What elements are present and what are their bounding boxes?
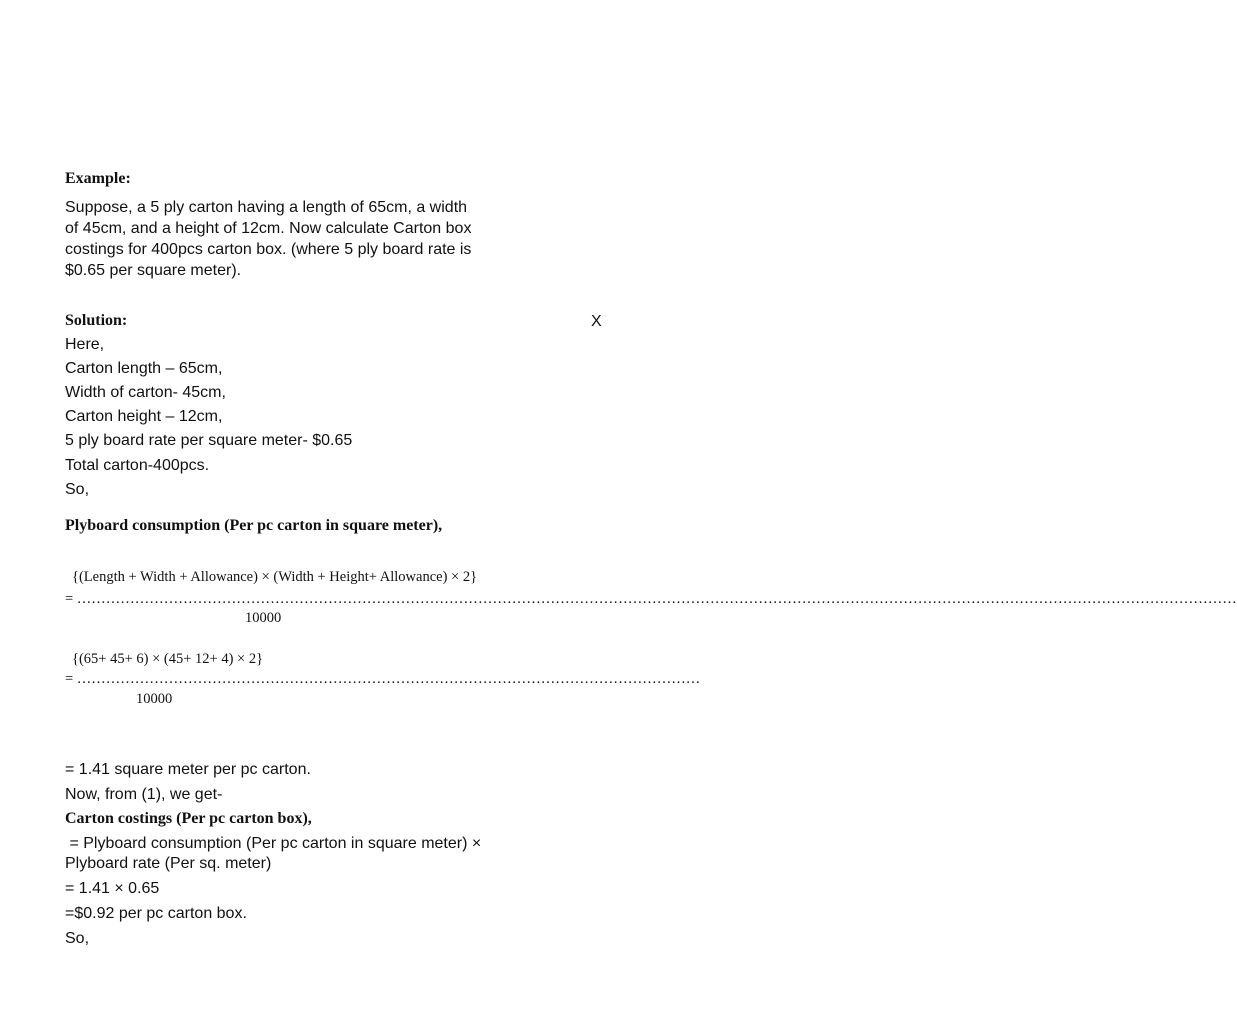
example-line-1: Suppose, a 5 ply carton having a length of 65cm, a width — [65, 199, 468, 216]
values-formula-denominator: 10000 — [136, 691, 173, 707]
general-formula-dots: = …………………………………………………………………………………………………………………………………………………………………………………………………………………… — [65, 591, 1237, 607]
consumption-heading: Plyboard consumption (Per pc carton in square meter), — [65, 517, 443, 534]
consumption-result: = 1.41 square meter per pc carton. — [65, 761, 311, 778]
solution-heading: Solution: — [65, 312, 128, 329]
given-line-width: Width of carton- 45cm, — [65, 384, 226, 401]
given-line-height: Carton height – 12cm, — [65, 408, 223, 425]
x-mark: X — [591, 313, 602, 330]
given-line-so: So, — [65, 481, 90, 498]
given-line-rate: 5 ply board rate per square meter- $0.65 — [65, 432, 353, 449]
given-line-here: Here, — [65, 336, 105, 353]
costing-line-1: = Plyboard consumption (Per pc carton in square meter) × — [65, 835, 482, 852]
given-line-length: Carton length – 65cm, — [65, 360, 223, 377]
costing-line-2: Plyboard rate (Per sq. meter) — [65, 855, 272, 872]
costing-line-5: So, — [65, 930, 90, 947]
costing-line-4: =$0.92 per pc carton box. — [65, 905, 247, 922]
costing-heading: Carton costings (Per pc carton box), — [65, 810, 312, 827]
example-line-4: $0.65 per square meter). — [65, 262, 242, 279]
general-formula-numerator: {(Length + Width + Allowance) × (Width + Height+ Allowance) × 2} — [72, 569, 478, 585]
costing-line-3: = 1.41 × 0.65 — [65, 880, 160, 897]
given-line-total: Total carton-400pcs. — [65, 457, 210, 474]
from-line: Now, from (1), we get- — [65, 786, 223, 803]
example-line-3: costings for 400pcs carton box. (where 5 ply board rate is — [65, 241, 472, 258]
general-formula-denominator: 10000 — [245, 610, 282, 626]
example-line-2: of 45cm, and a height of 12cm. Now calculate Carton box — [65, 220, 472, 237]
values-formula-dots: = ………………………………………………………………………………………………………………… — [65, 671, 701, 687]
example-heading: Example: — [65, 170, 131, 187]
values-formula-numerator: {(65+ 45+ 6) × (45+ 12+ 4) × 2} — [72, 651, 264, 667]
